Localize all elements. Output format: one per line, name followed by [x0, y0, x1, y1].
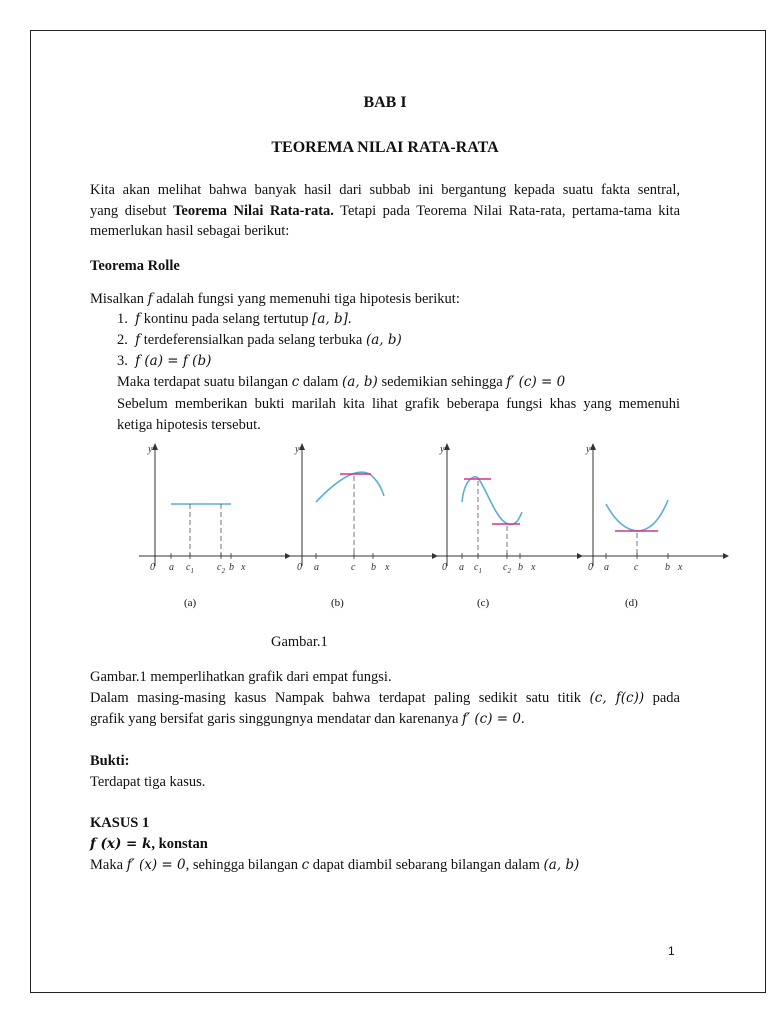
before-proof-paragraph	[117, 394, 680, 435]
explain-text: pada	[644, 690, 680, 706]
proof-heading: Bukti:	[90, 753, 130, 769]
panel-d-tick-label: x	[678, 562, 683, 573]
intro-text: yang disebut	[90, 202, 174, 219]
math-interval: (a, b)	[543, 857, 580, 873]
chapter-label: BAB I	[363, 94, 407, 111]
intro-text: Tetapi pada Teorema Nilai Rata-rata, pertama-tama kita	[333, 202, 681, 219]
panel-b-tick-label: a	[314, 562, 319, 573]
math-f: f	[135, 332, 141, 348]
math-point: (c, f(c))	[589, 690, 645, 706]
item-number: 2.	[117, 332, 128, 348]
intro-line-1: Kita akan melihat bahwa banyak hasil dari subbab ini bergantung kepada suatu fakta sentral,	[90, 182, 680, 198]
hypothesis-item-3	[117, 351, 687, 372]
panel-c-tick-label: $c_1$	[474, 562, 482, 575]
case1-line	[90, 855, 680, 876]
panel-d-curve	[606, 500, 668, 531]
panel-b-tick-label: 0	[297, 562, 302, 573]
panel-a-tick-label: $c_1$	[186, 562, 194, 575]
math-f: f	[135, 311, 141, 327]
panel-c-tick-label: a	[459, 562, 464, 573]
panel-d-tick-label: 0	[588, 562, 593, 573]
math-interval: (a, b)	[365, 332, 402, 348]
case1-text: , sehingga bilangan	[185, 857, 302, 873]
item-text: .	[347, 311, 352, 327]
panel-d-y-arrow	[590, 443, 596, 450]
panel-c-y-arrow	[444, 443, 450, 450]
rolle-conclusion	[117, 372, 687, 393]
panel-d-tick-label: b	[665, 562, 670, 573]
case1-formula-text: , konstan	[151, 836, 208, 852]
page-number: 1	[668, 944, 675, 958]
conclusion-text: dalam	[299, 374, 342, 390]
panel-a-tick-label: b	[229, 562, 234, 573]
explain-text: Dalam masing-masing kasus Nampak bahwa terdapat paling sedikit satu titik	[90, 690, 590, 706]
panel-c-tick-label: x	[531, 562, 536, 573]
before-proof-line-1: Sebelum memberikan bukti marilah kita lihat grafik beberapa fungsi khas yang memenuhi	[117, 396, 680, 412]
math-equation: f (x) = k	[90, 836, 152, 852]
panel-b-curve	[316, 472, 384, 502]
proof-text: Terdapat tiga kasus.	[90, 774, 206, 790]
panel-c-tick-label: $c_2$	[503, 562, 511, 575]
before-proof-line-2: ketiga hipotesis tersebut.	[117, 416, 261, 433]
chapter-title: TEOREMA NILAI RATA-RATA	[271, 139, 499, 156]
panel-c-y-label: y	[440, 444, 445, 455]
math-equation: f′ (x) = 0	[126, 857, 186, 873]
explain-text: .	[520, 711, 525, 727]
panel-b-tick-label: c	[351, 562, 356, 573]
rolle-lead-text: adalah fungsi yang memenuhi tiga hipotesis berikut:	[152, 291, 460, 307]
explain-line-1: Gambar.1 memperlihatkan grafik dari empat fungsi.	[90, 669, 392, 685]
panel-label-b: (b)	[331, 597, 344, 609]
hypothesis-item-1	[117, 309, 687, 330]
panel-c-tick-label: 0	[442, 562, 447, 573]
figure-caption: Gambar.1	[271, 634, 328, 650]
panel-d-tick-label: a	[604, 562, 609, 573]
rolle-lead-text: Misalkan	[90, 291, 148, 307]
math-c: c	[291, 374, 300, 390]
panel-a-y-arrow	[152, 443, 158, 450]
panel-a-tick-label: a	[169, 562, 174, 573]
case1-text: Maka	[90, 857, 127, 873]
item-text: kontinu pada selang tertutup	[140, 311, 313, 327]
intro-bold-term: Teorema Nilai Rata-rata.	[173, 202, 334, 219]
panel-c-curve	[462, 477, 522, 525]
panel-a-tick-label: 0	[150, 562, 155, 573]
explain-line-3	[90, 709, 680, 730]
conclusion-text: sedemikian sehingga	[377, 374, 507, 390]
explain-line-2	[90, 688, 680, 709]
panel-label-c: (c)	[477, 597, 490, 609]
math-equation: f (a) = f (b)	[135, 353, 212, 369]
panel-d-y-label: y	[586, 444, 591, 455]
rolle-lead	[90, 289, 680, 310]
math-interval: (a, b)	[342, 374, 378, 390]
rolle-heading: Teorema Rolle	[90, 258, 180, 274]
panel-a-tick-label: x	[241, 562, 246, 573]
panel-label-a: (a)	[184, 597, 197, 609]
panel-label-d: (d)	[625, 597, 638, 609]
panel-b-y-arrow	[299, 443, 305, 450]
hypothesis-item-2	[117, 330, 687, 351]
math-interval: [a, b]	[312, 311, 348, 327]
item-text: terdeferensialkan pada selang terbuka	[140, 332, 366, 348]
intro-paragraph	[90, 180, 680, 242]
panel-b-y-label: y	[295, 444, 300, 455]
panel-b-tick-label: x	[385, 562, 390, 573]
item-number: 1.	[117, 311, 128, 327]
math-equation: f′ (c) = 0	[506, 374, 566, 390]
panel-d-tick-label: c	[634, 562, 639, 573]
explain-text: grafik yang bersifat garis singgungnya mendatar dan karenanya	[90, 711, 463, 727]
math-f: f	[147, 291, 153, 307]
case1-text: dapat diambil sebarang bilangan dalam	[309, 857, 544, 873]
panel-a-tick-label: $c_2$	[217, 562, 225, 575]
case1-formula	[90, 834, 680, 855]
rolle-figure	[128, 438, 688, 575]
panel-a-y-label: y	[148, 444, 153, 455]
intro-line-3: memerlukan hasil sebagai berikut:	[90, 223, 290, 239]
case1-heading: KASUS 1	[90, 815, 150, 831]
panel-c-tick-label: b	[518, 562, 523, 573]
math-equation: f′ (c) = 0	[462, 711, 521, 727]
conclusion-text: Maka terdapat suatu bilangan	[117, 374, 292, 390]
item-number: 3.	[117, 353, 128, 369]
math-c: c	[301, 857, 310, 873]
panel-b-tick-label: b	[371, 562, 376, 573]
intro-line-2	[90, 201, 680, 222]
